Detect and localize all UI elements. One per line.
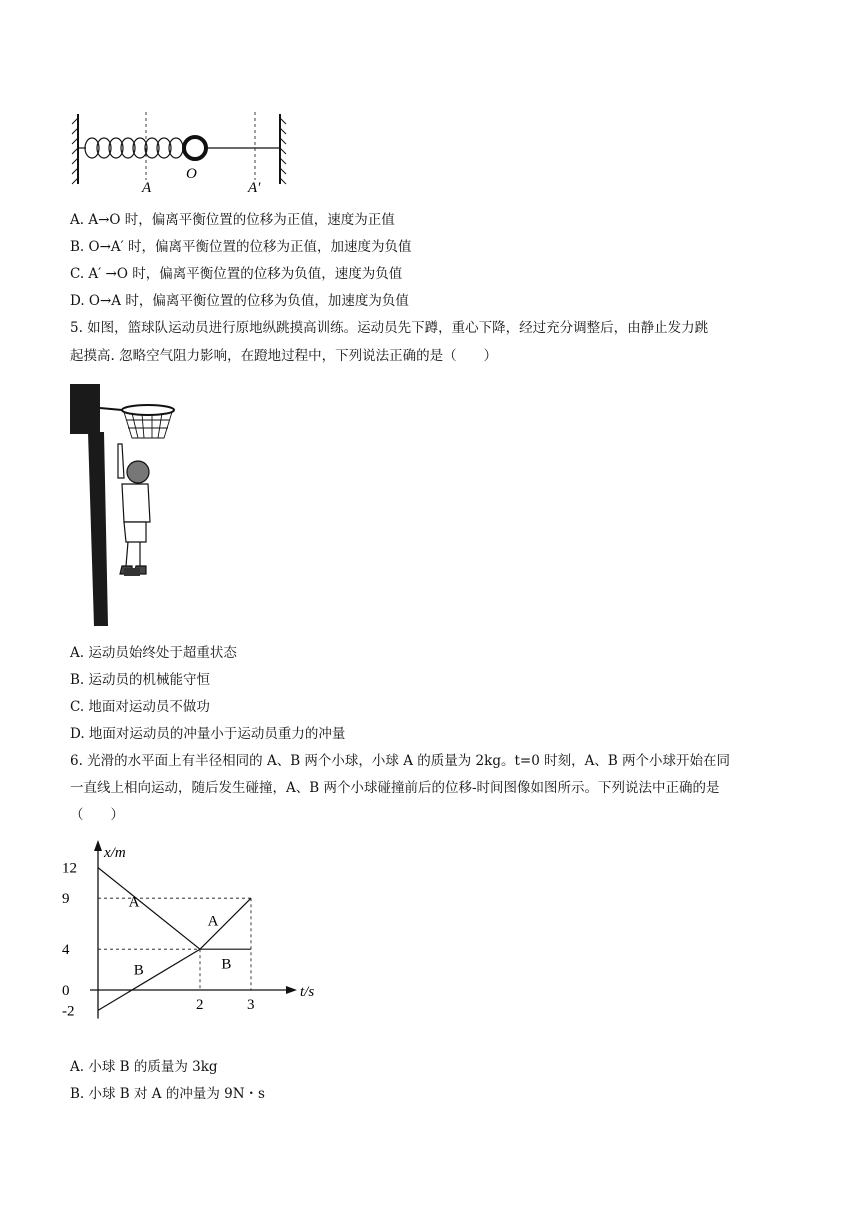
basketball-jump-figure [66,382,186,630]
q6-stem-line1: 6. 光滑的水平面上有半径相同的 A、B 两个小球，小球 A 的质量为 2kg。t=0 时刻，A、B 两个小球开始在同 [70,753,731,769]
label-a-prime: A′ [248,180,261,196]
q4-option-c: C. A′ →O 时，偏离平衡位置的位移为负值，速度为负值 [70,266,403,282]
y-tick-label: 9 [62,891,70,908]
q4-option-d: D. O→A 时，偏离平衡位置的位移为负值，加速度为负值 [70,293,409,309]
spring-oscillator-figure [68,108,298,198]
series-line-A [98,868,251,950]
q5-option-c: C. 地面对运动员不做功 [70,699,210,715]
x-tick-label: 3 [247,997,255,1013]
y-tick-label: 0 [62,983,70,999]
label-a: A [142,180,152,196]
xt-chart [60,835,330,1040]
q5-option-a: A. 运动员始终处于超重状态 [70,645,237,661]
series-label-b-after: B [221,956,232,973]
q6-stem-line2: 一直线上相向运动，随后发生碰撞，A、B 两个小球碰撞前后的位移-时间图像如图所示。下列说法中正确的是 [70,780,720,796]
q6-stem-line3: （ ） [70,807,124,823]
y-axis-label: x/m [104,845,126,861]
label-o: O [186,166,197,182]
q5-stem-line1: 5. 如图，篮球队运动员进行原地纵跳摸高训练。运动员先下蹲，重心下降，经过充分调整后，由静止发力跳 [70,320,709,336]
y-tick-label: -2 [62,1003,75,1020]
x-axis-label: t/s [300,984,315,1000]
q5-stem-line2: 起摸高. 忽略空气阻力影响，在蹬地过程中，下列说法正确的是（ ） [70,348,498,364]
q5-option-b: B. 运动员的机械能守恒 [70,672,211,688]
x-axis-arrow [286,986,297,994]
q6-option-a: A. 小球 B 的质量为 3kg [70,1059,218,1075]
series-label-a-before: A [128,894,140,911]
q4-option-a: A. A→O 时，偏离平衡位置的位移为正值，速度为正值 [70,212,395,228]
q6-option-b: B. 小球 B 对 A 的冲量为 9N・s [70,1086,265,1102]
series-label-b-before: B [133,962,144,979]
y-tick-label: 4 [62,942,70,959]
q5-option-d: D. 地面对运动员的冲量小于运动员重力的冲量 [70,726,346,742]
x-tick-label: 2 [196,997,204,1013]
q4-option-b: B. O→A′ 时，偏离平衡位置的位移为正值，加速度为负值 [70,239,412,255]
y-tick-label: 12 [62,860,77,877]
y-axis-arrow [94,840,102,851]
series-label-a-after: A [207,913,219,930]
